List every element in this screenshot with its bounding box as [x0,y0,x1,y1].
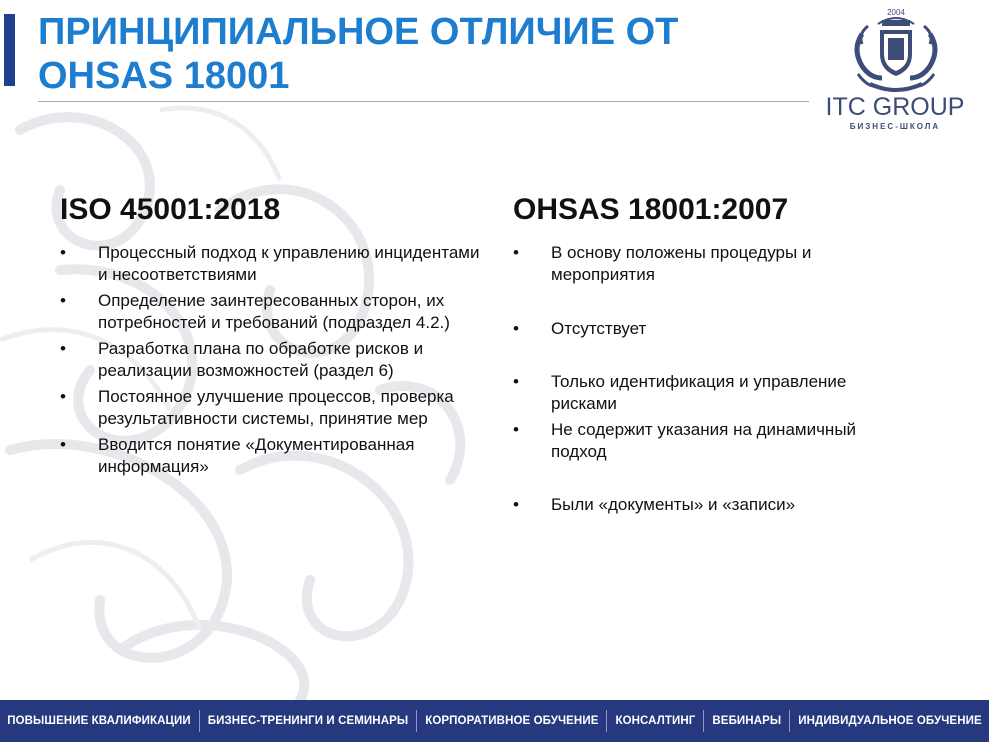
ohsas-18001-column [513,192,913,516]
ohsas-18001-heading: OHSAS 18001:2007 [513,193,789,226]
bullet-icon: • [60,387,66,406]
list-item [513,371,913,415]
footer-link-consulting[interactable]: КОНСАЛТИНГ [615,715,696,727]
bullet-icon: • [60,243,66,262]
footer-link-trainings[interactable]: БИЗНЕС-ТРЕНИНГИ И СЕМИНАРЫ [207,715,409,727]
list-item-text: Разработка плана по обработке рисков и реализации возможностей (раздел 6) [98,339,424,380]
footer-divider [199,710,200,732]
list-item [60,434,480,478]
ohsas-18001-list [513,242,913,516]
iso-45001-column [60,192,480,482]
list-item-text: Постоянное улучшение процессов, проверка результативности системы, принятие мер [98,387,454,428]
list-item [513,242,913,286]
footer-link-individual[interactable]: ИНДИВИДУАЛЬНОЕ ОБУЧЕНИЕ [798,715,982,727]
title-divider [38,101,809,102]
footer-link-webinars[interactable]: ВЕБИНАРЫ [712,715,782,727]
crest-icon [848,4,944,96]
iso-45001-heading: ISO 45001:2018 [60,193,281,226]
footer-divider [606,710,607,732]
list-item-text: Вводится понятие «Документированная информация» [98,435,415,476]
list-item-text: Только идентификация и управление рисками [551,372,847,413]
footer-nav [0,700,989,742]
list-item [60,242,480,286]
list-item-text: Процессный подход к управлению инцидентами и несоответствиями [98,243,480,284]
bullet-icon: • [60,339,66,358]
list-item-text: Отсутствует [551,319,647,338]
footer-link-corporate[interactable]: КОРПОРАТИВНОЕ ОБУЧЕНИЕ [425,715,599,727]
list-item [60,338,480,382]
list-item [60,386,480,430]
footer-link-qualification[interactable]: ПОВЫШЕНИЕ КВАЛИФИКАЦИИ [7,715,191,727]
logo-subtitle: БИЗНЕС-ШКОЛА [849,122,941,131]
logo-year: 2004 [887,8,905,17]
bullet-icon: • [513,495,519,514]
bullet-icon: • [513,243,519,262]
title-accent-bar [4,14,15,86]
list-item-text: Не содержит указания на динамичный подход [551,420,857,461]
list-item-text: Были «документы» и «записи» [551,495,796,514]
page-title: ПРИНЦИПИАЛЬНОЕ ОТЛИЧИЕ ОТ OHSAS 18001 [38,11,679,97]
bullet-icon: • [513,319,519,338]
bullet-icon: • [60,435,66,454]
list-item-text: В основу положены процедуры и мероприятия [551,243,812,284]
list-item-text: Определение заинтересованных сторон, их потребностей и требований (подраздел 4.2.) [98,291,450,332]
iso-45001-list [60,242,480,478]
list-item [513,494,913,516]
list-item [60,290,480,334]
footer-divider [703,710,704,732]
footer-divider [416,710,417,732]
logo-name: ITC GROUP [825,93,965,121]
bullet-icon: • [513,420,519,439]
company-logo [820,4,970,134]
list-item [513,419,913,463]
bullet-icon: • [513,372,519,391]
list-item [513,318,913,340]
bullet-icon: • [60,291,66,310]
footer-divider [789,710,790,732]
